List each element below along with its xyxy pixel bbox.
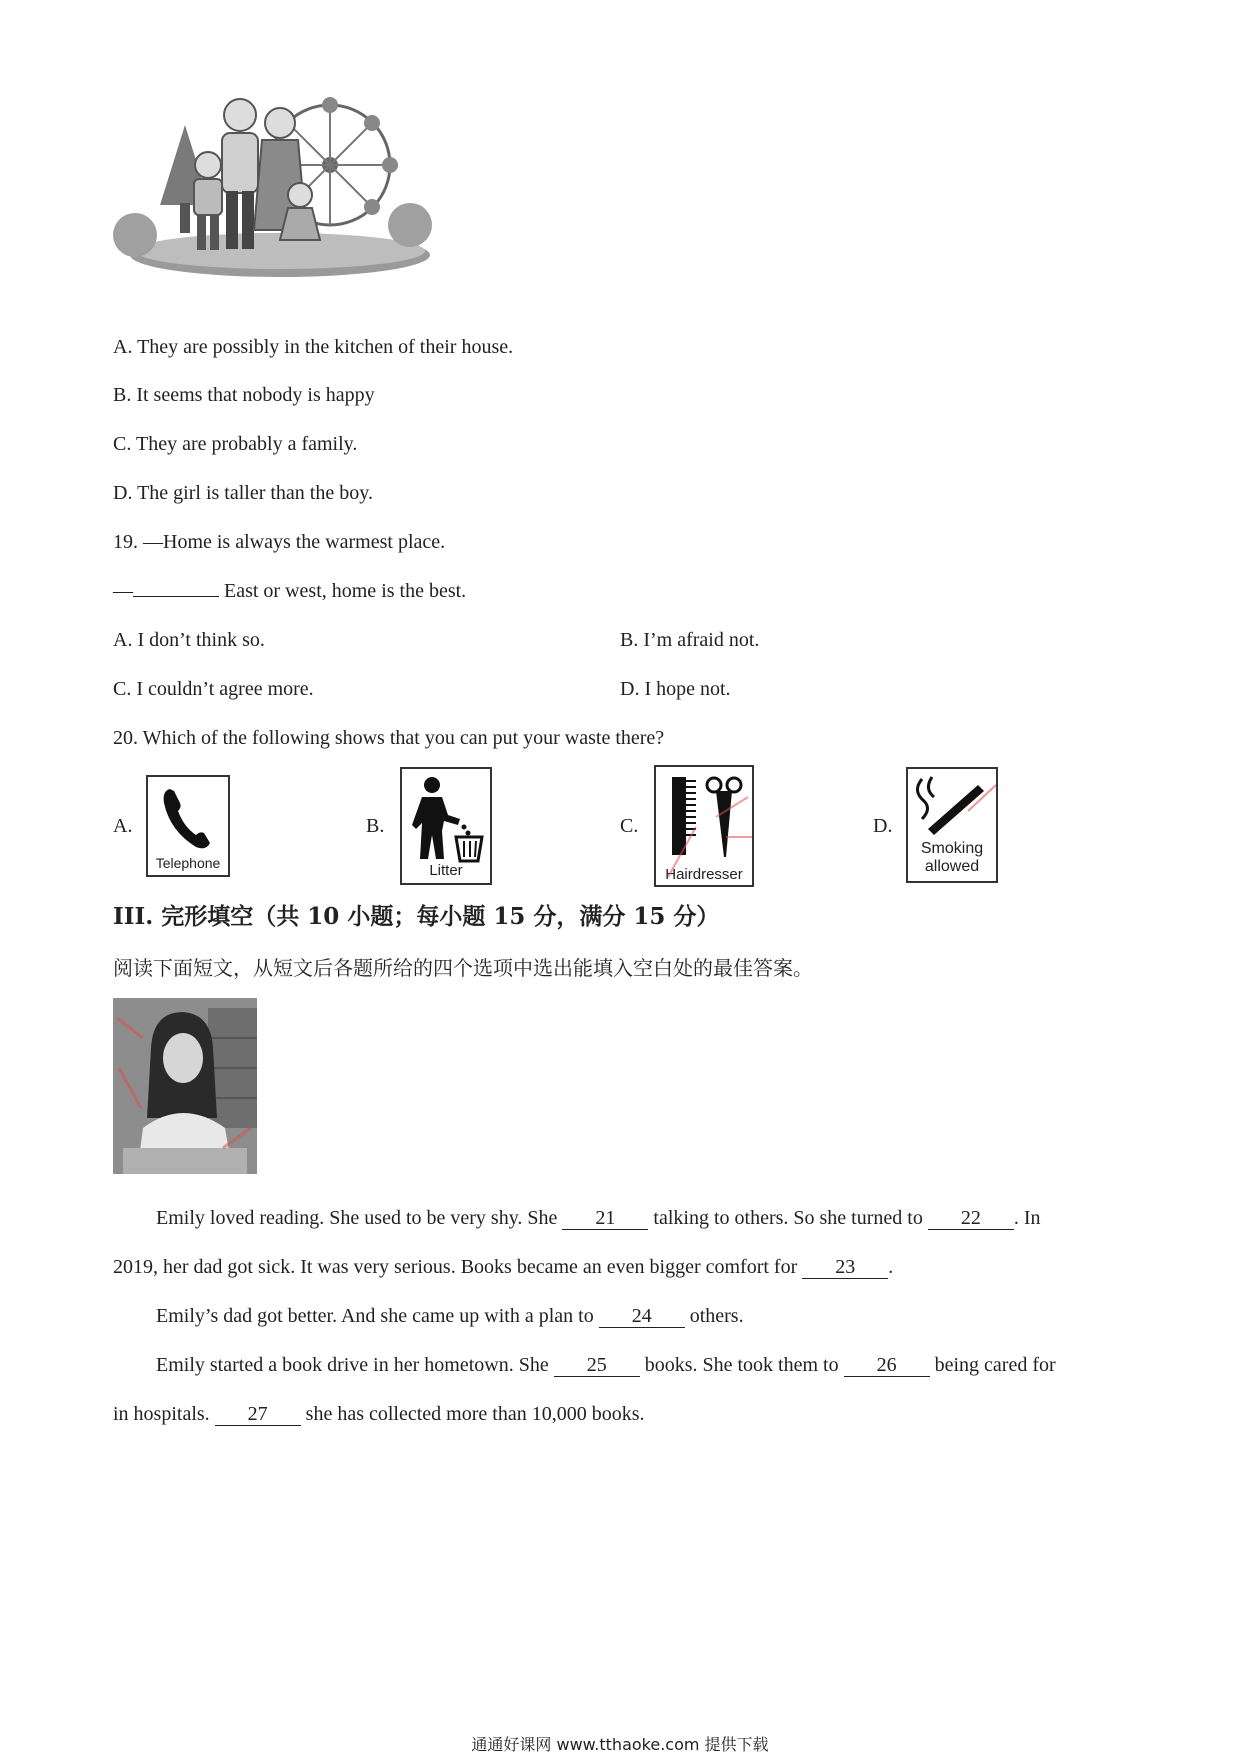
page-footer: 通通好课网 www.tthaoke.com 提供下载: [471, 1735, 769, 1754]
q20-letter-d: D.: [873, 815, 893, 837]
q20-prompt: 20. Which of the following shows that you can put your waste there?: [113, 727, 665, 749]
telephone-icon: [148, 781, 228, 857]
q19-prompt: 19. —Home is always the warmest place.: [113, 531, 446, 553]
passage-text: Emily’s dad got better. And she came up with a plan to: [156, 1305, 599, 1327]
passage-line-3: [156, 1304, 744, 1328]
sign-litter: [400, 767, 492, 885]
q20-letter-c: C.: [620, 815, 639, 837]
sign-caption-telephone: Telephone: [155, 855, 221, 871]
q19-reply-text: East or west, home is the best.: [219, 580, 467, 602]
passage-text: Emily started a book drive in her hometown. She: [156, 1354, 554, 1376]
q18-option-b: B. It seems that nobody is happy: [113, 384, 375, 406]
blank-27: 27: [215, 1403, 301, 1426]
blank-24: 24: [599, 1305, 685, 1328]
passage-text: others.: [684, 1305, 744, 1327]
passage-text: 2019, her dad got sick. It was very serious. Books became an even bigger comfort for: [113, 1256, 803, 1278]
sign-caption-allowed: allowed: [924, 858, 980, 875]
passage-text: being cared for: [929, 1354, 1056, 1376]
passage-text: she has collected more than 10,000 books.: [300, 1403, 645, 1425]
sign-telephone: [146, 775, 230, 877]
cigarette-icon: [908, 771, 996, 841]
q19-option-d: D. I hope not.: [620, 678, 731, 700]
blank-25: 25: [554, 1354, 640, 1377]
blank-22: 22: [928, 1207, 1014, 1230]
blank-21: 21: [562, 1207, 648, 1230]
sign-caption-smoking: Smoking: [920, 840, 984, 857]
section3-heading: III. 完形填空（共 10 小题；每小题 15 分，满分 15 分）: [113, 903, 720, 930]
q19-answer-blank: [133, 596, 219, 597]
q19-reply-dash: —: [113, 580, 133, 602]
passage-text: Emily loved reading. She used to be very shy. She: [156, 1207, 563, 1229]
q19-option-b: B. I’m afraid not.: [620, 629, 760, 651]
family-illustration: [110, 95, 440, 285]
q19-reply: [113, 579, 466, 603]
q19-option-c: C. I couldn’t agree more.: [113, 678, 314, 700]
q20-letter-a: A.: [113, 815, 133, 837]
section3-instruction: 阅读下面短文，从短文后各题所给的四个选项中选出能填入空白处的最佳答案。: [113, 956, 813, 980]
watermark-stamp: [656, 767, 754, 887]
q20-letter-b: B.: [366, 815, 385, 837]
passage-text: books. She took them to: [639, 1354, 844, 1376]
sign-caption-hairdresser: Hairdresser: [665, 866, 743, 883]
q18-option-c: C. They are probably a family.: [113, 433, 358, 455]
passage-line-5: [113, 1402, 644, 1426]
q19-option-a: A. I don’t think so.: [113, 629, 265, 651]
passage-text: in hospitals.: [113, 1403, 215, 1425]
emily-photo: [113, 998, 257, 1174]
sign-caption-litter: Litter: [429, 862, 463, 879]
passage-line-1: [156, 1206, 1041, 1230]
q18-option-d: D. The girl is taller than the boy.: [113, 482, 373, 504]
passage-text: .: [888, 1256, 894, 1278]
sign-hairdresser: [654, 765, 754, 887]
q18-option-a: A. They are possibly in the kitchen of their house.: [113, 336, 514, 358]
passage-text: . In: [1013, 1207, 1041, 1229]
litter-icon: [402, 773, 490, 863]
sign-smoking-allowed: [906, 767, 998, 883]
passage-line-2: [113, 1255, 893, 1279]
passage-text: talking to others. So she turned to: [648, 1207, 928, 1229]
passage-line-4: [156, 1353, 1056, 1377]
blank-23: 23: [802, 1256, 888, 1279]
blank-26: 26: [844, 1354, 930, 1377]
